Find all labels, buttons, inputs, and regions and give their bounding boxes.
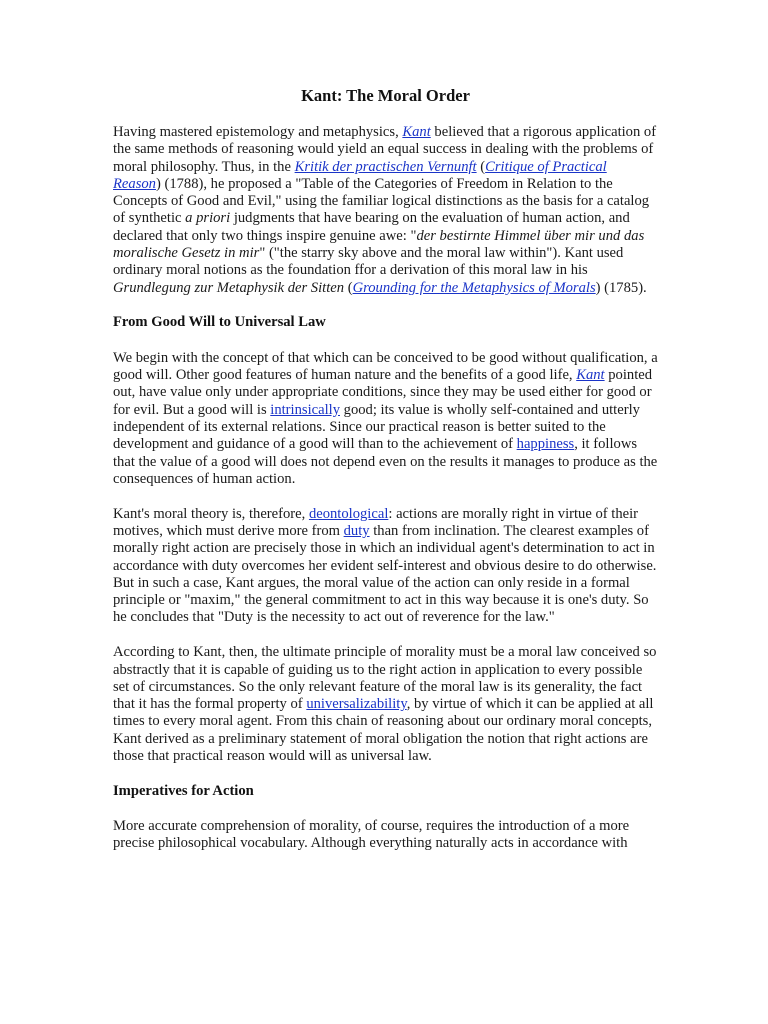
- italic-a-priori: a priori: [185, 210, 231, 227]
- paragraph-good-will: [113, 350, 658, 488]
- text-run: According to Kant, then, the ultimate principle of morality must be a moral law conceived so abstractly that it is capable of guiding us to the right action in application to every possible set of circumstances. So the only relevant feature of the moral law is its generality, the fact that it has the formal property of: [113, 644, 657, 713]
- link-kritik-der-practischen-vernunft[interactable]: Kritik der practischen Vernunft: [294, 158, 477, 175]
- text-run: (: [344, 279, 353, 296]
- text-run: believed that a rigorous application of the same methods of reasoning would yield an equal success in dealing with the problems of moral philosophy. Thus, in the: [113, 124, 657, 175]
- link-kant[interactable]: Kant: [576, 367, 605, 384]
- text-run: , it follows that the value of a good will does not depend even on the results it manages to produce as the consequences of human action.: [113, 436, 658, 487]
- paragraph-deontological: [113, 506, 658, 627]
- text-run: We begin with the concept of that which can be conceived to be good without qualification, a good will. Other good features of human nature and the benefits of a good life,: [113, 349, 658, 384]
- link-universalizability[interactable]: universalizability: [306, 696, 407, 713]
- section-heading-imperatives: Imperatives for Action: [113, 782, 254, 799]
- text-run: : actions are morally right in virtue of their motives, which must derive more from: [113, 505, 639, 539]
- link-duty[interactable]: duty: [343, 522, 370, 539]
- text-run: ) (1785).: [595, 279, 647, 296]
- text-run: , by virtue of which it can be applied at all times to every moral agent. From this chain of reasoning about our ordinary moral concepts, Kant derived as a preliminary statement of moral obligation the notion that right actions are those that practical reason would will as universal law.: [113, 696, 654, 764]
- link-deontological[interactable]: deontological: [308, 505, 389, 522]
- paragraph-imperatives: [113, 818, 658, 853]
- text-run: good; its value is wholly self-contained and utterly independent of its external relations. Since our practical reason is better suited to the development and guidance of a good will than to the achievement of: [113, 401, 640, 453]
- text-run: " ("the starry sky above and the moral law within"). Kant used ordinary moral notions as the foundation ffor a derivation of this moral law in his: [113, 245, 624, 279]
- italic-german-quote: der bestirnte Himmel über mir und das moralische Gesetz in mir: [113, 227, 645, 262]
- text-run: than from inclination. The clearest examples of morally right action are precisely those in which an individual agent's determination to act in accordance with duty overcomes her evident self-interest and obvious desire to do otherwise. But in such a case, Kant argues, the moral value of the action can only reside in a formal principle or "maxim," the general commitment to act in this way because it is one's duty. So he concludes that "Duty is the necessity to act out of reverence for the law.": [113, 522, 657, 626]
- link-happiness[interactable]: happiness: [516, 436, 575, 453]
- page-title: Kant: The Moral Order: [301, 86, 470, 105]
- paragraph-universal-law: [113, 644, 658, 765]
- text-run: (: [476, 158, 486, 175]
- text-run: judgments that have bearing on the evaluation of human action, and declared that only two things inspire genuine awe: ": [113, 210, 630, 244]
- section-heading-good-will: From Good Will to Universal Law: [113, 314, 326, 331]
- paragraph-intro: [113, 124, 658, 297]
- text-run: ) (1788), he proposed a "Table of the Categories of Freedom in Relation to the Concepts of Good and Evil," using the familiar logical distinctions as the basis for a catalog of synthetic: [113, 175, 650, 227]
- document-page: [113, 86, 658, 870]
- link-kant[interactable]: Kant: [402, 124, 431, 140]
- link-intrinsically[interactable]: intrinsically: [270, 401, 340, 418]
- text-run: Kant's moral theory is, therefore,: [113, 505, 309, 522]
- italic-grundlegung: Grundlegung zur Metaphysik der Sitten: [113, 279, 345, 296]
- text-run: More accurate comprehension of morality, of course, requires the introduction of a more precise philosophical vocabulary. Although everything naturally acts in accordance with: [113, 818, 630, 852]
- text-run: Having mastered epistemology and metaphysics,: [113, 124, 403, 140]
- link-critique-of-practical-reason[interactable]: Critique of Practical Reason: [113, 158, 607, 192]
- link-grounding-for-the-metaphysics-of-morals[interactable]: Grounding for the Metaphysics of Morals: [352, 279, 596, 296]
- text-run: pointed out, have value only under appropriate conditions, since they may be used either for good or for evil. But a good will is: [113, 367, 653, 418]
